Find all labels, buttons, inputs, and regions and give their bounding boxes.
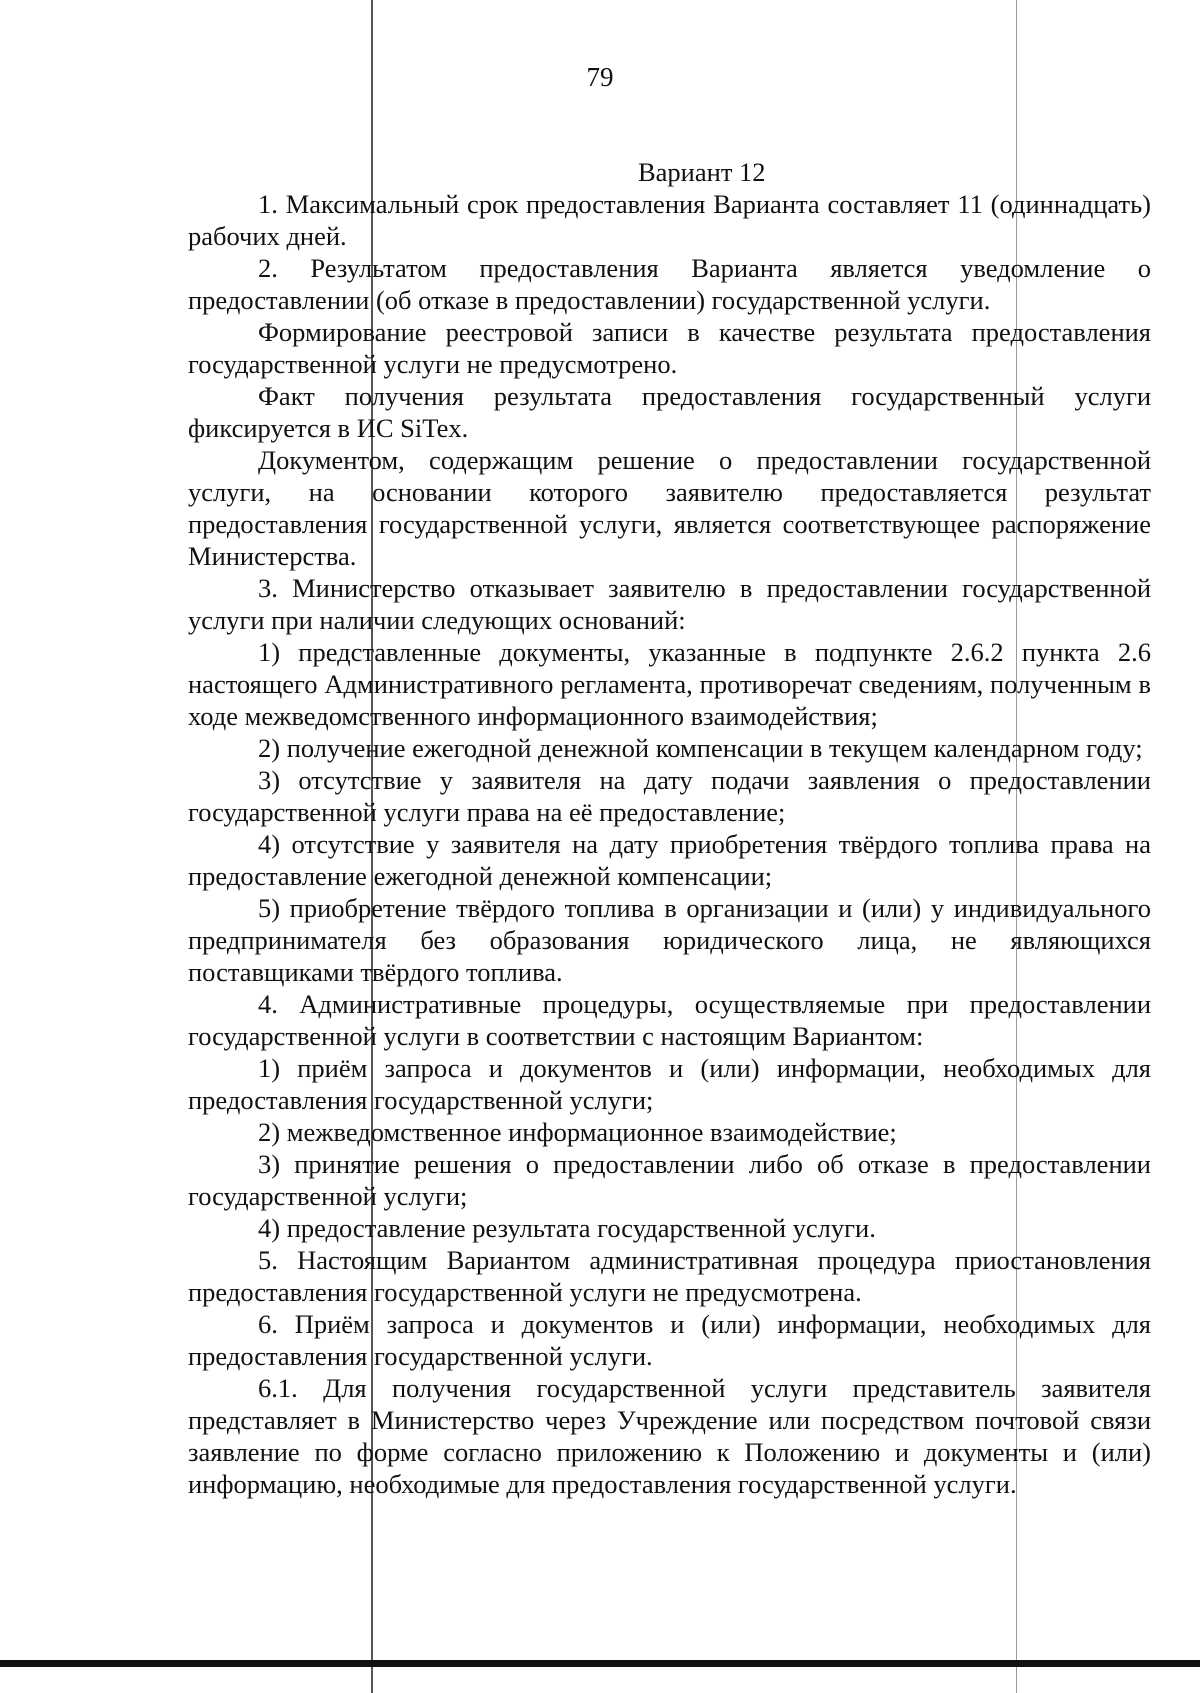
paragraph: Факт получения результата предоставления государственный услуги фиксируется в ИС SiTex. [188,381,1151,443]
paragraph: 2. Результатом предоставления Варианта является уведомление о предоставлении (об отказе в предоставлении) государственной услуги. [188,253,1151,315]
paragraph: 3. Министерство отказывает заявителю в предоставлении государственной услуги при наличии следующих оснований: [188,573,1151,635]
paragraph: 6. Приём запроса и документов и (или) информации, необходимых для предоставления государственной услуги. [188,1309,1151,1371]
list-item: 4) предоставление результата государственной услуги. [258,1213,876,1243]
paragraph: Формирование реестровой записи в качестве результата предоставления государственной услуги не предусмотрено. [188,317,1151,379]
document-body [188,156,1151,1500]
list-item: 2) получение ежегодной денежной компенсации в текущем календарном году; [258,733,1143,763]
scan-bottom-edge [0,1660,1200,1667]
paragraph: 1. Максимальный срок предоставления Варианта составляет 11 (одиннадцать) рабочих дней. [188,189,1151,251]
list-item: 3) принятие решения о предоставлении либо об отказе в предоставлении государственной услуги; [188,1149,1151,1211]
paragraph: 6.1. Для получения государственной услуги представитель заявителя представляет в Министерство через Учреждение или посредством почтовой связи заявление по форме согласно приложению к Положению и документы и (или) информацию, необходимые для предоставления государственной услуги. [188,1373,1151,1499]
list-item: 1) представленные документы, указанные в подпункте 2.6.2 пункта 2.6 настоящего Административного регламента, противоречат сведениям, полученным в ходе межведомственного информационного взаимодействия; [188,637,1151,731]
list-item: 4) отсутствие у заявителя на дату приобретения твёрдого топлива права на предоставление ежегодной денежной компенсации; [188,829,1151,891]
list-item: 2) межведомственное информационное взаимодействие; [258,1117,897,1147]
paragraph: Документом, содержащим решение о предоставлении государственной услуги, на основании которого заявителю предоставляется результат предоставления государственной услуги, является соответствующее распоряжение Министерства. [188,445,1151,571]
page-number: 79 [586,62,614,92]
paragraph: 5. Настоящим Вариантом административная процедура приостановления предоставления государственной услуги не предусмотрена. [188,1245,1151,1307]
section-heading: Вариант 12 [638,157,766,187]
paragraph: 4. Административные процедуры, осуществляемые при предоставлении государственной услуги в соответствии с настоящим Вариантом: [188,989,1151,1051]
list-item: 1) приём запроса и документов и (или) информации, необходимых для предоставления государственной услуги; [188,1053,1151,1115]
list-item: 5) приобретение твёрдого топлива в организации и (или) у индивидуального предпринимателя без образования юридического лица, не являющихся поставщиками твёрдого топлива. [188,893,1151,987]
list-item: 3) отсутствие у заявителя на дату подачи заявления о предоставлении государственной услуги права на её предоставление; [188,765,1151,827]
